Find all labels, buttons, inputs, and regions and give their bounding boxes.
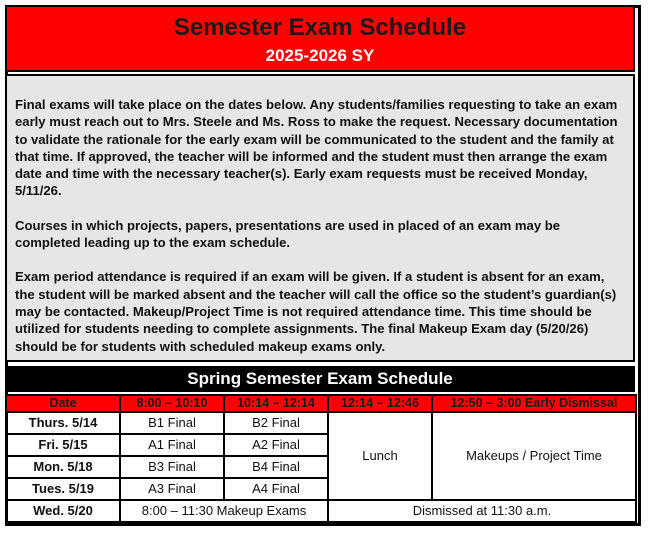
notice-paragraph-projects: Courses in which projects, papers, presentations are used in placed of an exam may be completed leading up to the exam schedule. (15, 217, 561, 251)
row-period-2: B4 Final (224, 456, 328, 478)
table-header-row (6, 395, 636, 412)
makeup-exams-cell: 8:00 – 11:30 Makeup Exams (120, 500, 328, 522)
page-title: Semester Exam Schedule (173, 14, 467, 41)
notice-paragraph-attendance: Exam period attendance is required if an exam will be given. If a student is absent for an exam, the student will be marked absent and the teacher will call the office so the student’s guardian(s) may be contacted. Makeup/Project Time is not required attendance time. This time should be utilized for students needing to complete assignments. The final Makeup Exam day (5/20/26) should be for students with scheduled makeup exams only. (15, 269, 617, 354)
schedule-title: Spring Semester Exam Schedule (5, 366, 635, 392)
notice-box (5, 74, 635, 362)
notice-paragraph-early-exams: Final exams will take place on the dates below. Any students/families requesting to take an exam early must reach out to Mrs. Steele and Ms. Ross to make the request. Necessary documentation to validate the rationale for the early exam will be communicated to the student and the family at that time. If approved, the teacher will be informed and the student must then arrange the exam date and time with the necessary teacher(s). Early exam requests must be received Monday, 5/11/26. (15, 97, 618, 199)
row-period-2: A2 Final (224, 434, 328, 456)
row-date: Thurs. 5/14 (6, 412, 120, 434)
exam-schedule-table (5, 394, 637, 523)
row-date: Wed. 5/20 (6, 500, 120, 522)
row-period-1: B3 Final (120, 456, 224, 478)
row-period-1: B1 Final (120, 412, 224, 434)
row-date: Tues. 5/19 (6, 478, 120, 500)
row-period-1: A1 Final (120, 434, 224, 456)
dismissal-cell: Dismissed at 11:30 a.m. (328, 500, 636, 522)
row-period-2: B2 Final (224, 412, 328, 434)
column-header-afternoon: 12:50 – 3:00 Early Dismissal (432, 395, 636, 412)
column-header-period-2: 10:14 – 12:14 (224, 395, 328, 412)
row-period-1: A3 Final (120, 478, 224, 500)
lunch-cell: Lunch (328, 412, 432, 500)
table-row-makeup-day (6, 500, 636, 522)
school-year: 2025-2026 SY (265, 46, 375, 65)
column-header-lunch: 12:14 – 12:46 (328, 395, 432, 412)
column-header-date: Date (6, 395, 120, 412)
table-row (6, 412, 636, 434)
row-period-2: A4 Final (224, 478, 328, 500)
row-date: Mon. 5/18 (6, 456, 120, 478)
column-header-period-1: 8:00 – 10:10 (120, 395, 224, 412)
header-banner (5, 5, 635, 72)
makeups-cell: Makeups / Project Time (432, 412, 636, 500)
row-date: Fri. 5/15 (6, 434, 120, 456)
